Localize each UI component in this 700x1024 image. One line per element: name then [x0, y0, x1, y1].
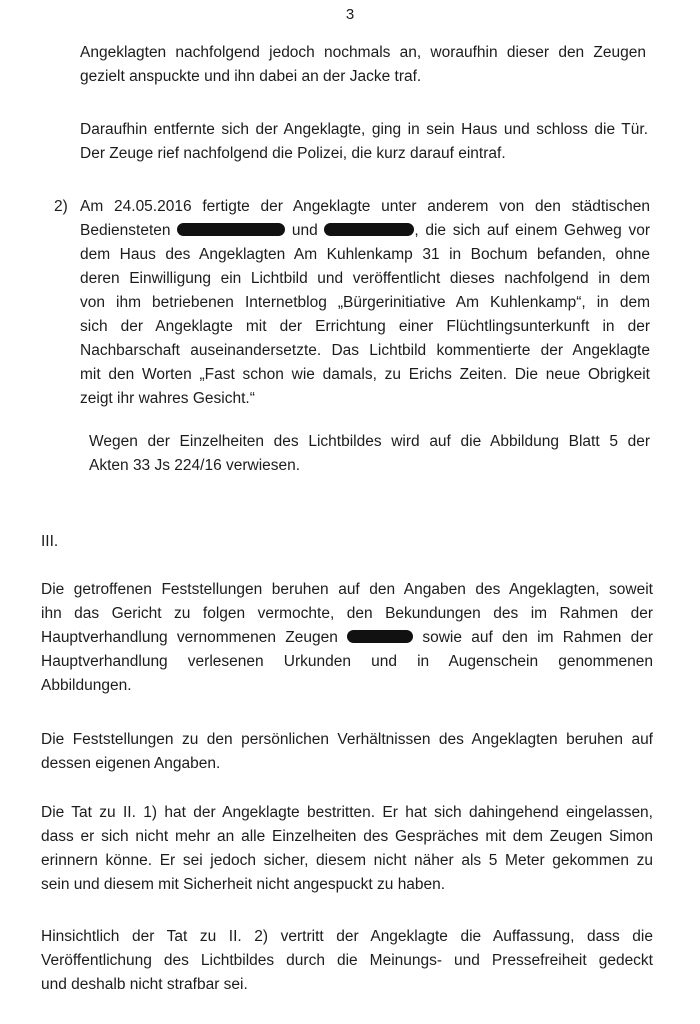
paragraph-findings-basis — [41, 578, 653, 698]
text-fragment: sowie auf den im Rahmen der — [422, 629, 653, 646]
text-line: erinnern könne. Er sei jedoch sicher, diesem nicht näher als 5 Meter gekommen zu — [41, 852, 653, 869]
text-line: von ihm betriebenen Internetblog „Bürgerinitiative Am Kuhlenkamp“, in dem — [80, 294, 650, 311]
text-line: Die getroffenen Feststellungen beruhen auf den Angaben des Angeklagten, soweit — [41, 581, 653, 598]
text-line: Am 24.05.2016 fertigte der Angeklagte unter anderem von den städtischen — [80, 198, 650, 215]
text-line: Der Zeuge rief nachfolgend die Polizei, die kurz darauf eintraf. — [80, 145, 506, 162]
text-fragment: Hauptverhandlung vernommenen Zeugen — [41, 629, 338, 646]
paragraph-personal-circumstances — [41, 728, 653, 776]
text-line: Hinsichtlich der Tat zu II. 2) vertritt der Angeklagte die Auffassung, dass die — [41, 928, 653, 945]
text-line: Akten 33 Js 224/16 verwiesen. — [89, 457, 301, 474]
redaction-mark — [347, 630, 413, 643]
item-2-reference — [89, 430, 650, 478]
paragraph-continuation — [80, 41, 646, 89]
text-line: Abbildungen. — [41, 677, 132, 694]
page-number: 3 — [345, 6, 355, 23]
text-line: Wegen der Einzelheiten des Lichtbildes wird auf die Abbildung Blatt 5 der — [89, 433, 650, 450]
text-line: Daraufhin entfernte sich der Angeklagte, ging in sein Haus und schloss die Tür. — [80, 121, 648, 138]
text-line-with-redaction — [41, 626, 653, 650]
text-line: sein und diesem mit Sicherheit nicht angespuckt zu haben. — [41, 876, 446, 893]
text-line: dem Haus des Angeklagten Am Kuhlenkamp 31 in Bochum befanden, ohne — [80, 246, 650, 263]
text-line: dessen eigenen Angaben. — [41, 755, 221, 772]
redaction-mark — [177, 223, 285, 236]
text-line: gezielt anspuckte und ihn dabei an der Jacke traf. — [80, 68, 422, 85]
text-line: Die Tat zu II. 1) hat der Angeklagte bestritten. Er hat sich dahingehend eingelassen, — [41, 804, 653, 821]
text-line: Nachbarschaft auseinandersetzte. Das Lichtbild kommentierte der Angeklagte — [80, 342, 650, 359]
text-line: zeigt ihr wahres Gesicht.“ — [80, 390, 255, 407]
text-line: Veröffentlichung des Lichtbildes durch die Meinungs- und Pressefreiheit gedeckt — [41, 952, 653, 969]
item-number: 2) — [54, 198, 68, 215]
section-heading: III. — [41, 533, 59, 550]
text-line: Angeklagten nachfolgend jedoch nochmals an, woraufhin dieser den Zeugen — [80, 44, 646, 61]
redaction-mark — [324, 223, 414, 236]
text-line: Die Feststellungen zu den persönlichen Verhältnissen des Angeklagten beruhen auf — [41, 731, 653, 748]
text-fragment: , die sich auf einem Gehweg vor — [414, 222, 650, 239]
text-line: und deshalb nicht strafbar sei. — [41, 976, 248, 993]
text-line-with-redactions — [80, 219, 650, 243]
text-line: Hauptverhandlung verlesenen Urkunden und in Augenschein genommenen — [41, 653, 653, 670]
paragraph-defendant-statement — [41, 801, 653, 897]
text-line: ihn das Gericht zu folgen vermochte, den Bekundungen des im Rahmen der — [41, 605, 653, 622]
text-fragment: Bediensteten — [80, 222, 171, 239]
paragraph-departure — [80, 118, 648, 166]
text-fragment: und — [291, 222, 318, 239]
text-line: mit den Worten „Fast schon wie damals, zu Erichs Zeiten. Die neue Obrigkeit — [80, 366, 650, 383]
paragraph-defendant-view — [41, 925, 653, 997]
text-line: sich der Angeklagte mit der Errichtung einer Flüchtlingsunterkunft in der — [80, 318, 650, 335]
text-line: dass er sich nicht mehr an alle Einzelheiten des Gespräches mit dem Zeugen Simon — [41, 828, 653, 845]
text-line: deren Einwilligung ein Lichtbild und veröffentlicht dieses nachfolgend in dem — [80, 270, 650, 287]
item-2-text — [80, 195, 650, 411]
